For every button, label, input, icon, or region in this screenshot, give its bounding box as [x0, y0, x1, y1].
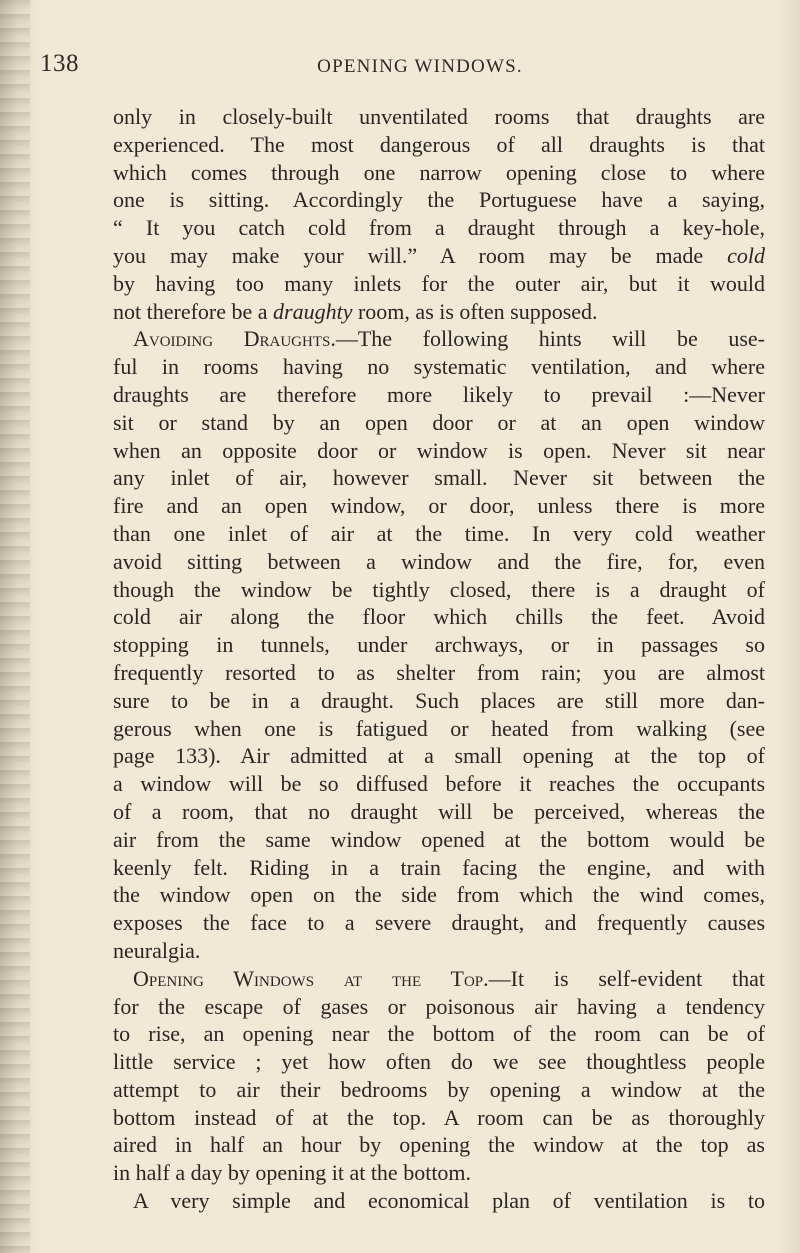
text-line: keenly felt. Riding in a train facing the engine, and with: [113, 854, 765, 880]
running-head: OPENING WINDOWS.: [317, 56, 523, 77]
text-line: aired in half an hour by opening the window at the top as: [113, 1132, 765, 1158]
text-line: which comes through one narrow opening close to where: [113, 159, 765, 185]
text-line: draughts are therefore more likely to prevail :—Never: [113, 381, 765, 407]
text-line: than one inlet of air at the time. In very cold weather: [113, 520, 765, 546]
text-line: air from the same window opened at the bottom would be: [113, 826, 765, 852]
text-line: of a room, that no draught will be perceived, whereas the: [113, 798, 765, 824]
text-line: a window will be so diffused before it reaches the occupants: [113, 771, 765, 797]
text-line: by having too many inlets for the outer air, but it would: [113, 270, 765, 296]
text-line: avoid sitting between a window and the fire, for, even: [113, 548, 765, 574]
text-line: little service ; yet how often do we see thoughtless people: [113, 1049, 765, 1075]
section-heading-line: [113, 965, 765, 993]
text-line: sure to be in a draught. Such places are still more dan-: [113, 687, 765, 713]
text-line: one is sitting. Accordingly the Portuguese have a saying,: [113, 187, 765, 213]
text-line: neuralgia.: [113, 937, 201, 963]
text-line: attempt to air their bedrooms by opening a window at the: [113, 1076, 765, 1102]
text-line: though the window be tightly closed, there is a draught of: [113, 576, 765, 602]
text-line: fire and an open window, or door, unless there is more: [113, 493, 765, 519]
text-line: when an opposite door or window is open. Never sit near: [113, 437, 765, 463]
italic-word-cold: cold: [727, 242, 766, 268]
text-line: to rise, an opening near the bottom of the room can be of: [113, 1021, 765, 1047]
text-line: exposes the face to a severe draught, and frequently causes: [113, 910, 765, 936]
line-text-tail: —It is self-evident that: [488, 965, 765, 991]
text-line: the window open on the side from which the wind comes,: [113, 882, 765, 908]
text-line: gerous when one is fatigued or heated from walking (see: [113, 715, 765, 741]
text-line: experienced. The most dangerous of all draughts is that: [113, 131, 765, 157]
text-line: bottom instead of at the top. A room can be as thoroughly: [113, 1104, 765, 1130]
text-line: sit or stand by an open door or at an open window: [113, 409, 765, 435]
text-line: in half a day by opening it at the bottom.: [113, 1160, 472, 1186]
text-line: A very simple and economical plan of ventilation is to: [133, 1188, 765, 1214]
binding-gutter: [0, 0, 30, 1253]
text-line: [113, 242, 765, 270]
body-text: [113, 103, 765, 1215]
section-heading-line: [113, 325, 765, 353]
text-line: “ It you catch cold from a draught through a key-hole,: [113, 215, 765, 241]
line-text: not therefore be a: [113, 298, 268, 324]
text-line: page 133). Air admitted at a small opening at the top of: [113, 743, 765, 769]
italic-word-draughty: draughty: [273, 298, 353, 324]
text-line: frequently resorted to as shelter from rain; you are almost: [113, 659, 765, 685]
line-text: you may make your will.” A room may be made: [113, 242, 704, 268]
text-line: cold air along the floor which chills the feet. Avoid: [113, 604, 765, 630]
text-line: [113, 298, 765, 326]
text-line: stopping in tunnels, under archways, or in passages so: [113, 632, 765, 658]
text-line: only in closely-built unventilated rooms that draughts are: [113, 104, 765, 129]
text-line: for the escape of gases or poisonous air having a tendency: [113, 993, 765, 1019]
line-text-tail: —The following hints will be use-: [335, 326, 765, 352]
text-line: ful in rooms having no systematic ventilation, and where: [113, 354, 765, 380]
page-number: 138: [40, 50, 79, 77]
section-heading-avoiding-draughts: Avoiding Draughts.: [133, 326, 336, 352]
text-line: any inlet of air, however small. Never sit between the: [113, 465, 765, 491]
section-heading-opening-windows: Opening Windows at the Top.: [133, 965, 489, 991]
line-text-tail: room, as is often supposed.: [352, 298, 598, 324]
